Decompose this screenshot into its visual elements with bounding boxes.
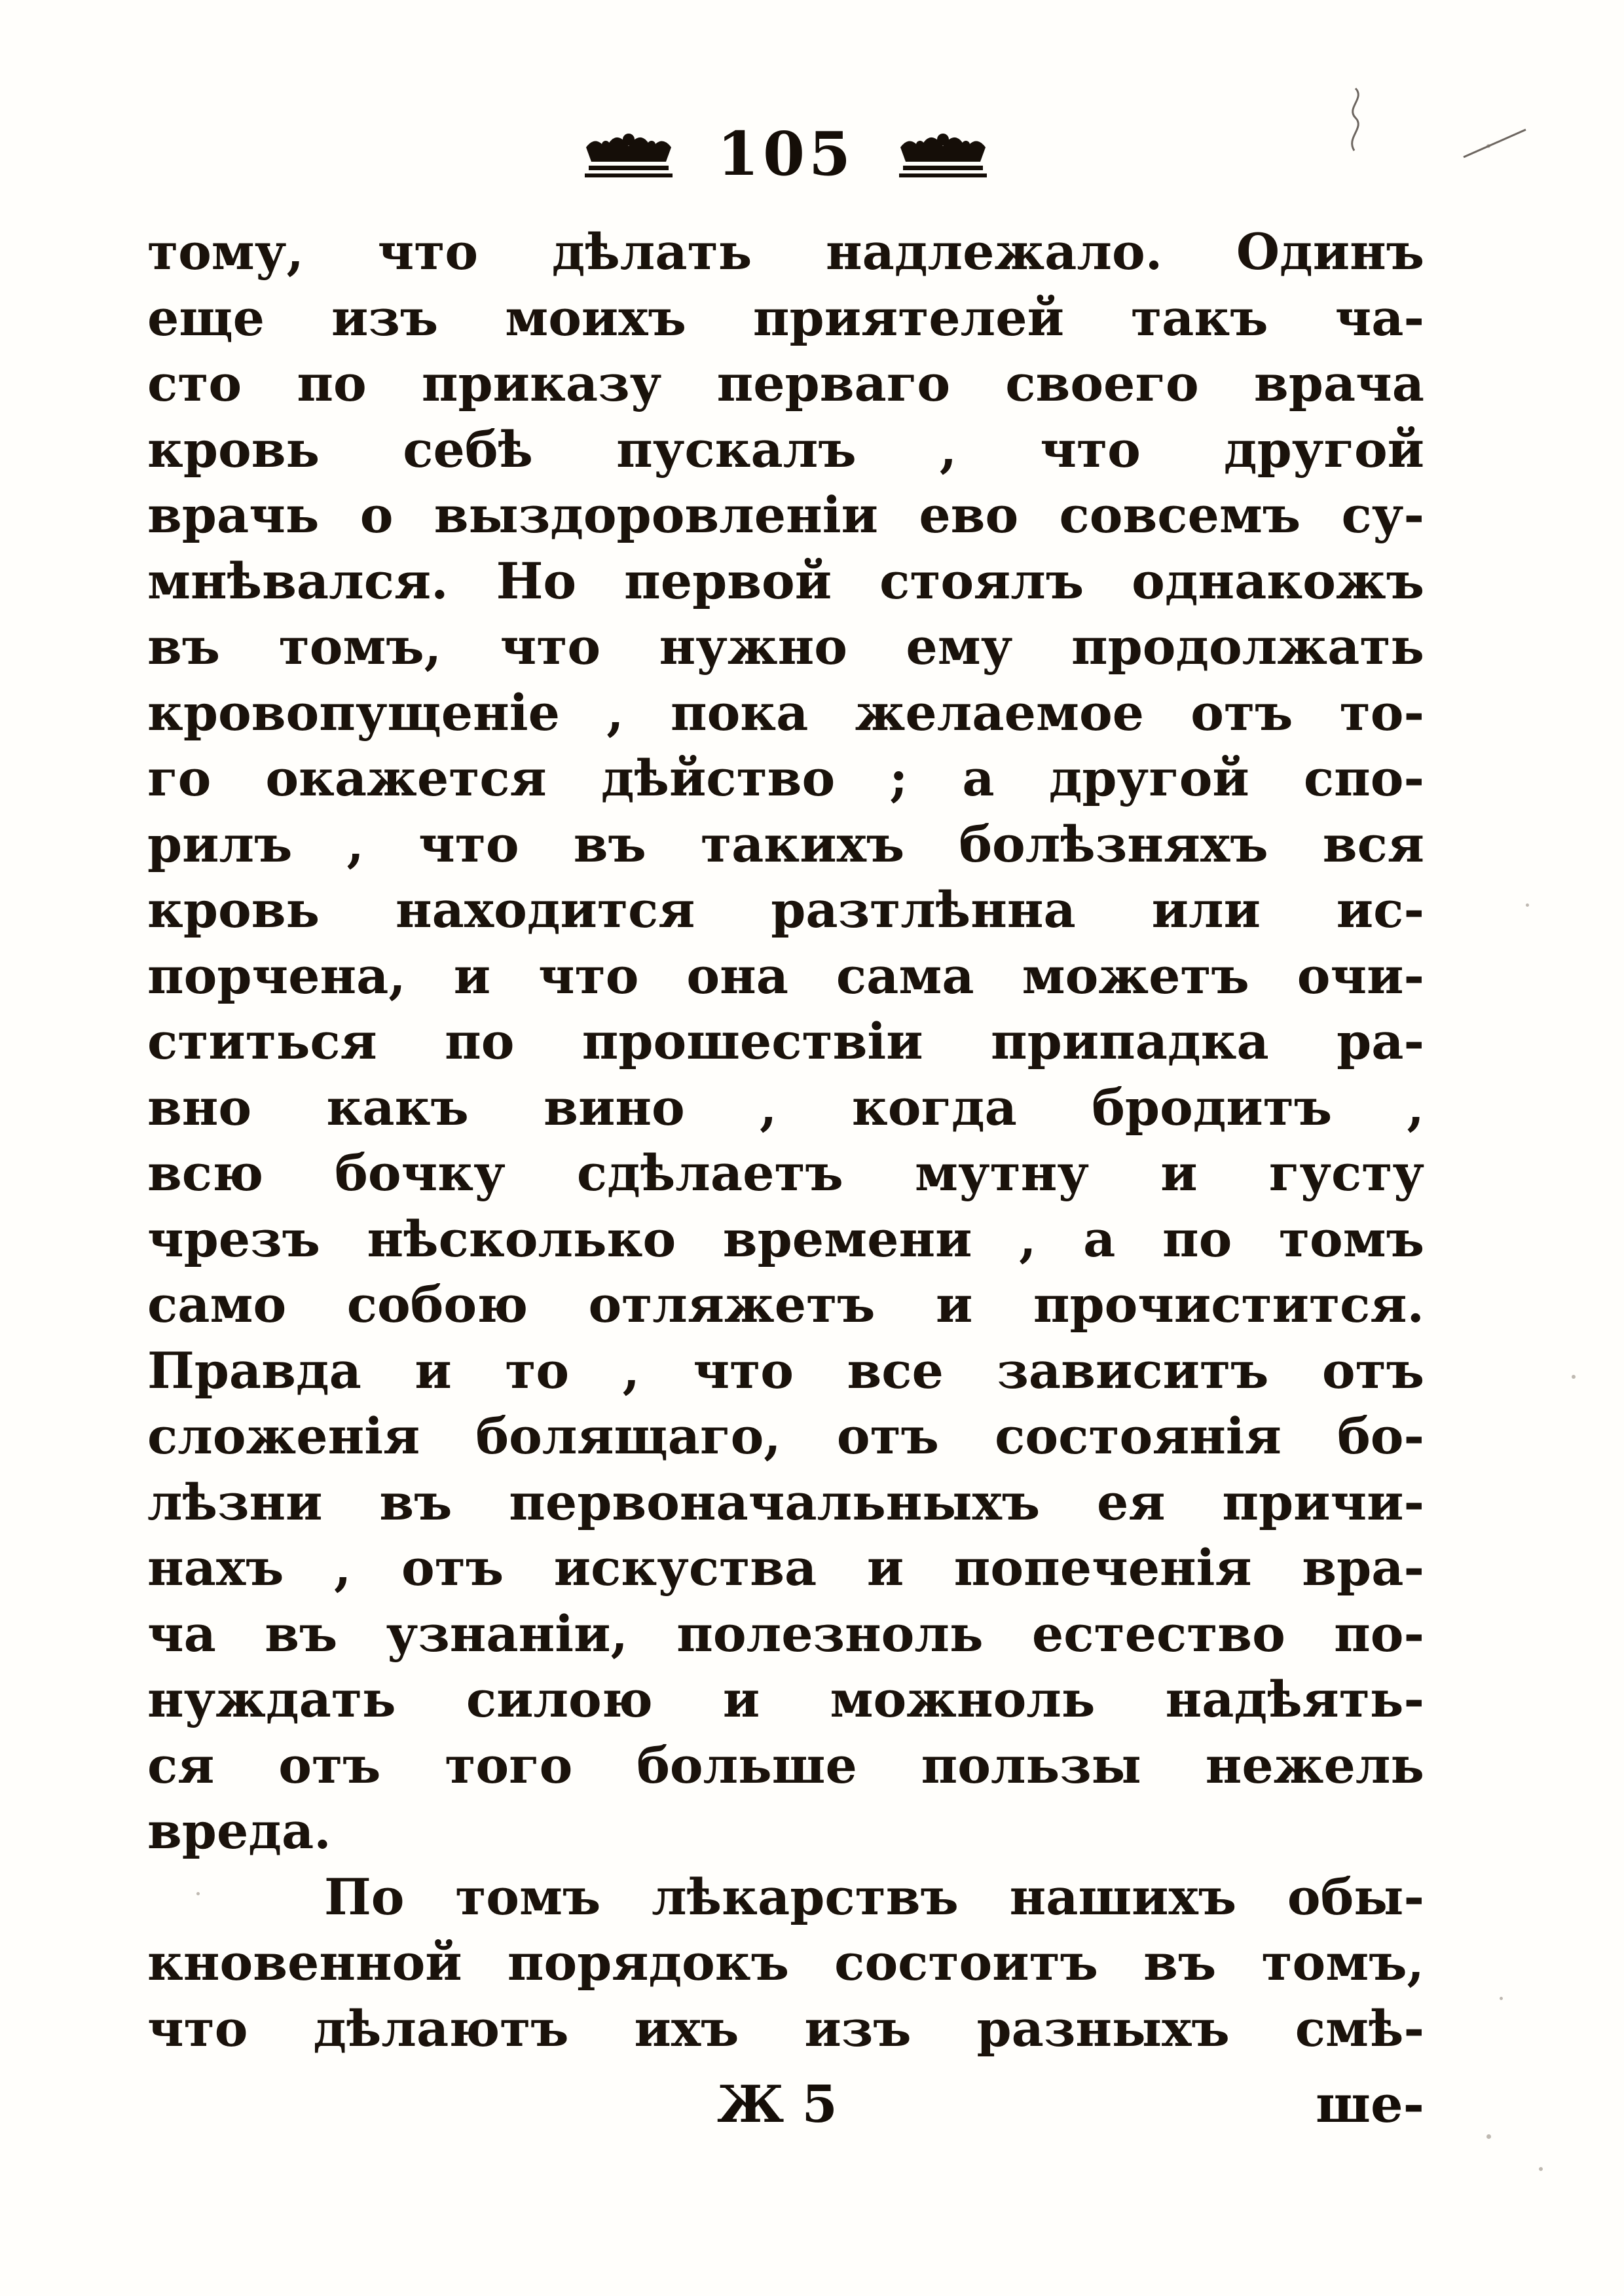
paper-speck	[1500, 1997, 1503, 2000]
text-line: что дѣлаютъ ихъ изъ разныхъ смѣ-	[147, 1999, 1424, 2058]
text-line: въ томъ, что нужно ему продолжать	[147, 617, 1424, 676]
text-line: всю бочку сдѣлаетъ мутну и густу	[147, 1144, 1424, 1202]
body-text	[147, 219, 1424, 2062]
crown-ornament-icon	[580, 121, 678, 187]
text-line: порчена, и что она сама можетъ очи-	[147, 946, 1424, 1005]
pencil-squiggle-icon	[1336, 85, 1375, 164]
paragraph-1	[147, 219, 1424, 1865]
text-line: кровопущеніе , пока желаемое отъ то-	[147, 683, 1424, 742]
text-line: По томъ лѣкарствъ нашихъ обы-	[324, 1867, 1424, 1926]
text-line: кровь себѣ пускалъ , что другой	[147, 420, 1424, 479]
text-line: еще изъ моихъ приятелей такъ ча-	[147, 288, 1424, 347]
page-header	[576, 108, 995, 200]
page-footer	[147, 2069, 1424, 2141]
text-line: лѣзни въ первоначальныхъ ея причи-	[147, 1472, 1424, 1531]
text-line: врачь о выздоровленіи ево совсемъ су-	[147, 486, 1424, 544]
text-line: сто по приказу перваго своего врача	[147, 354, 1424, 412]
text-line: мнѣвался. Но первой стоялъ однакожъ	[147, 551, 1424, 610]
text-line: кновенной порядокъ состоитъ въ томъ,	[147, 1933, 1424, 1992]
text-line: ся отъ того больше пользы нежель	[147, 1736, 1424, 1795]
text-line: тому, что дѣлать надлежало. Одинъ	[147, 223, 1424, 281]
page-number: 105	[716, 118, 855, 189]
paper-speck	[1526, 903, 1529, 907]
paper-speck	[1572, 1375, 1576, 1379]
text-line: вно какъ вино , когда бродитъ ,	[147, 1078, 1424, 1137]
text-line: нуждать силою и можноль надѣять-	[147, 1670, 1424, 1728]
text-line: вреда.	[147, 1802, 331, 1860]
paper-speck	[1539, 2167, 1543, 2171]
crown-ornament-icon	[894, 121, 992, 187]
text-line: ститься по прошествіи припадка ра-	[147, 1012, 1424, 1070]
paragraph-2	[147, 1865, 1424, 2062]
pencil-stroke-icon	[1460, 124, 1532, 164]
text-line: само собою отляжетъ и прочистится.	[147, 1275, 1424, 1334]
text-line: рилъ , что въ такихъ болѣзняхъ вся	[147, 814, 1424, 873]
text-line: нахъ , отъ искуства и попеченія вра-	[147, 1539, 1424, 1597]
text-line: чрезъ нѣсколько времени , а по томъ	[147, 1209, 1424, 1268]
text-line: го окажется дѣйство ; а другой спо-	[147, 749, 1424, 807]
text-line: кровь находится разтлѣнна или ис-	[147, 881, 1424, 939]
text-line: сложенія болящаго, отъ состоянія бо-	[147, 1407, 1424, 1465]
catchword: ше-	[1316, 2075, 1424, 2134]
signature-mark: Ж 5	[717, 2075, 838, 2134]
text-line: ча въ узнаніи, полезноль естество по-	[147, 1604, 1424, 1663]
paper-speck	[1486, 2134, 1491, 2139]
text-line: Правда и то , что все зависитъ отъ	[147, 1341, 1424, 1400]
